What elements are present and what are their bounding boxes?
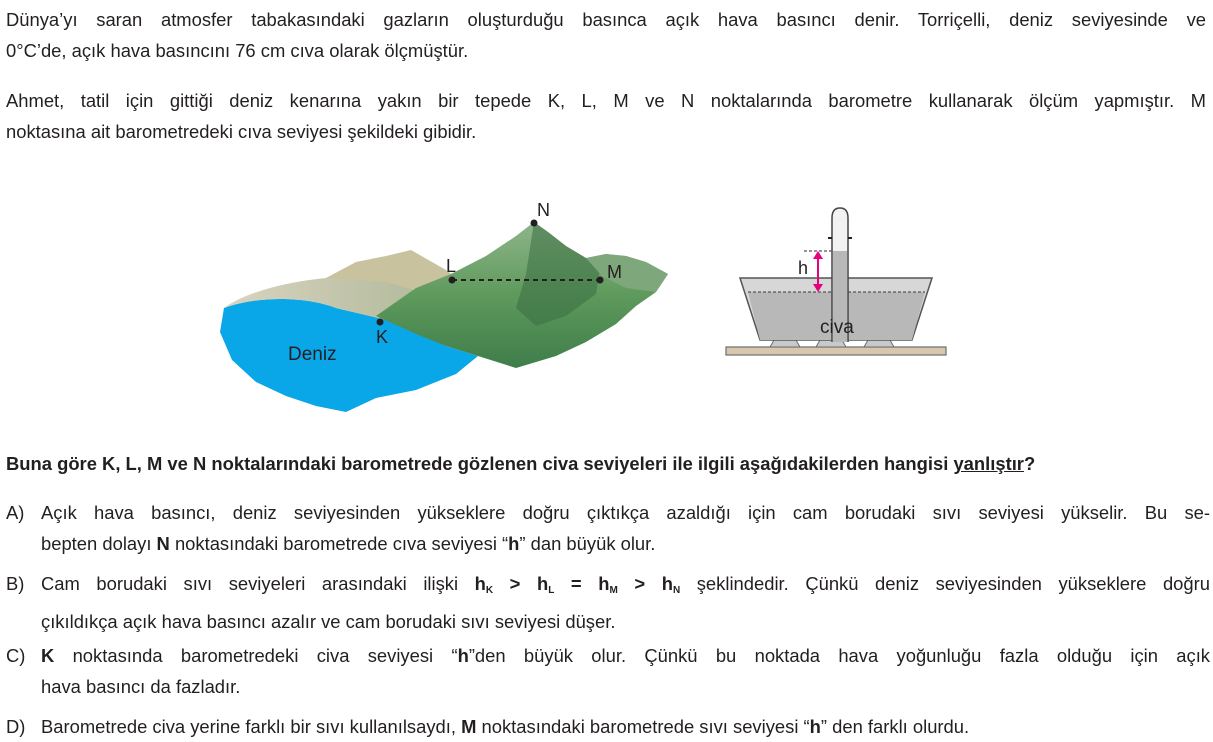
- sea-label: Deniz: [288, 344, 337, 365]
- point-m-label: M: [607, 262, 622, 282]
- point-k-marker: [377, 319, 384, 326]
- option-c-line2: hava basıncı da fazladır.: [41, 676, 241, 697]
- barometer-figure: [722, 200, 950, 360]
- intro-p2-line2: noktasına ait barometredeki cıva seviyesi şekildeki gibidir.: [6, 121, 477, 142]
- intro-paragraph-2: [6, 85, 1206, 147]
- point-m-marker: [597, 277, 604, 284]
- option-a-line1: Açık hava basıncı, deniz seviyesinden yükseklere doğru çıktıkça azaldığı için cam borudaki sıvı seviyesi yükselir. Bu se-: [41, 502, 1210, 523]
- point-k-label: K: [376, 327, 389, 347]
- landscape-figure: [216, 196, 678, 420]
- question-stem: [6, 450, 1210, 478]
- question-text: Buna göre K, L, M ve N noktalarındaki barometrede gözlenen civa seviyeleri ile ilgili aşağıdakilerden hangisi: [6, 453, 954, 474]
- intro-paragraph-1: [6, 4, 1206, 66]
- option-b[interactable]: [6, 568, 1210, 637]
- option-c-line1: K noktasında barometredeki civa seviyesi “h”den büyük olur. Çünkü bu noktada hava yoğunluğu fazla olduğu için açık: [41, 645, 1211, 666]
- question-mark: ?: [1023, 453, 1036, 474]
- barometer-base-plate: [726, 347, 946, 355]
- option-b-letter: B): [6, 573, 25, 594]
- option-d[interactable]: [6, 711, 1210, 742]
- point-l-marker: [449, 277, 456, 284]
- point-n-marker: [531, 220, 538, 227]
- point-n-label: N: [537, 200, 550, 220]
- option-b-line1: Cam borudaki sıvı seviyeleri arasındaki ilişki $h_K > h_L = h_M > h_N$ şeklindedir. Çünkü deniz seviyesinden yükseklere doğru: [41, 573, 1210, 596]
- option-a[interactable]: [6, 497, 1210, 559]
- option-c-letter: C): [6, 645, 26, 666]
- option-c[interactable]: [6, 640, 1210, 702]
- height-arrow-head-top: [813, 251, 823, 259]
- intro-p1-line2: 0°C’de, açık hava basıncını 76 cm cıva olarak ölçmüştür.: [6, 40, 469, 61]
- intro-p1-line1: Dünya’yı saran atmosfer tabakasındaki gazların oluşturduğu basınca açık hava basıncı denir. Torriçelli, deniz seviyesinde ve: [6, 9, 1206, 30]
- option-d-line1: Barometrede civa yerine farklı bir sıvı kullanılsaydı, M noktasındaki barometrede sıvı seviyesi “h” den farklı olurdu.: [41, 716, 970, 737]
- option-a-letter: A): [6, 502, 25, 523]
- mercury-label: civa: [820, 317, 854, 338]
- intro-p2-line1: Ahmet, tatil için gittiği deniz kenarına yakın bir tepede K, L, M ve N noktalarında barometre kullanarak ölçüm yapmıştır. M: [6, 90, 1206, 111]
- option-b-line2: çıkıldıkça açık hava basıncı azalır ve cam borudaki sıvı seviyesi düşer.: [41, 611, 616, 632]
- option-d-letter: D): [6, 716, 26, 737]
- option-a-line2: bepten dolayı N noktasındaki barometrede cıva seviyesi “h” dan büyük olur.: [41, 533, 656, 554]
- point-l-label: L: [446, 256, 457, 276]
- question-underlined-word: yanlıştır: [953, 453, 1024, 474]
- height-label: h: [798, 258, 809, 278]
